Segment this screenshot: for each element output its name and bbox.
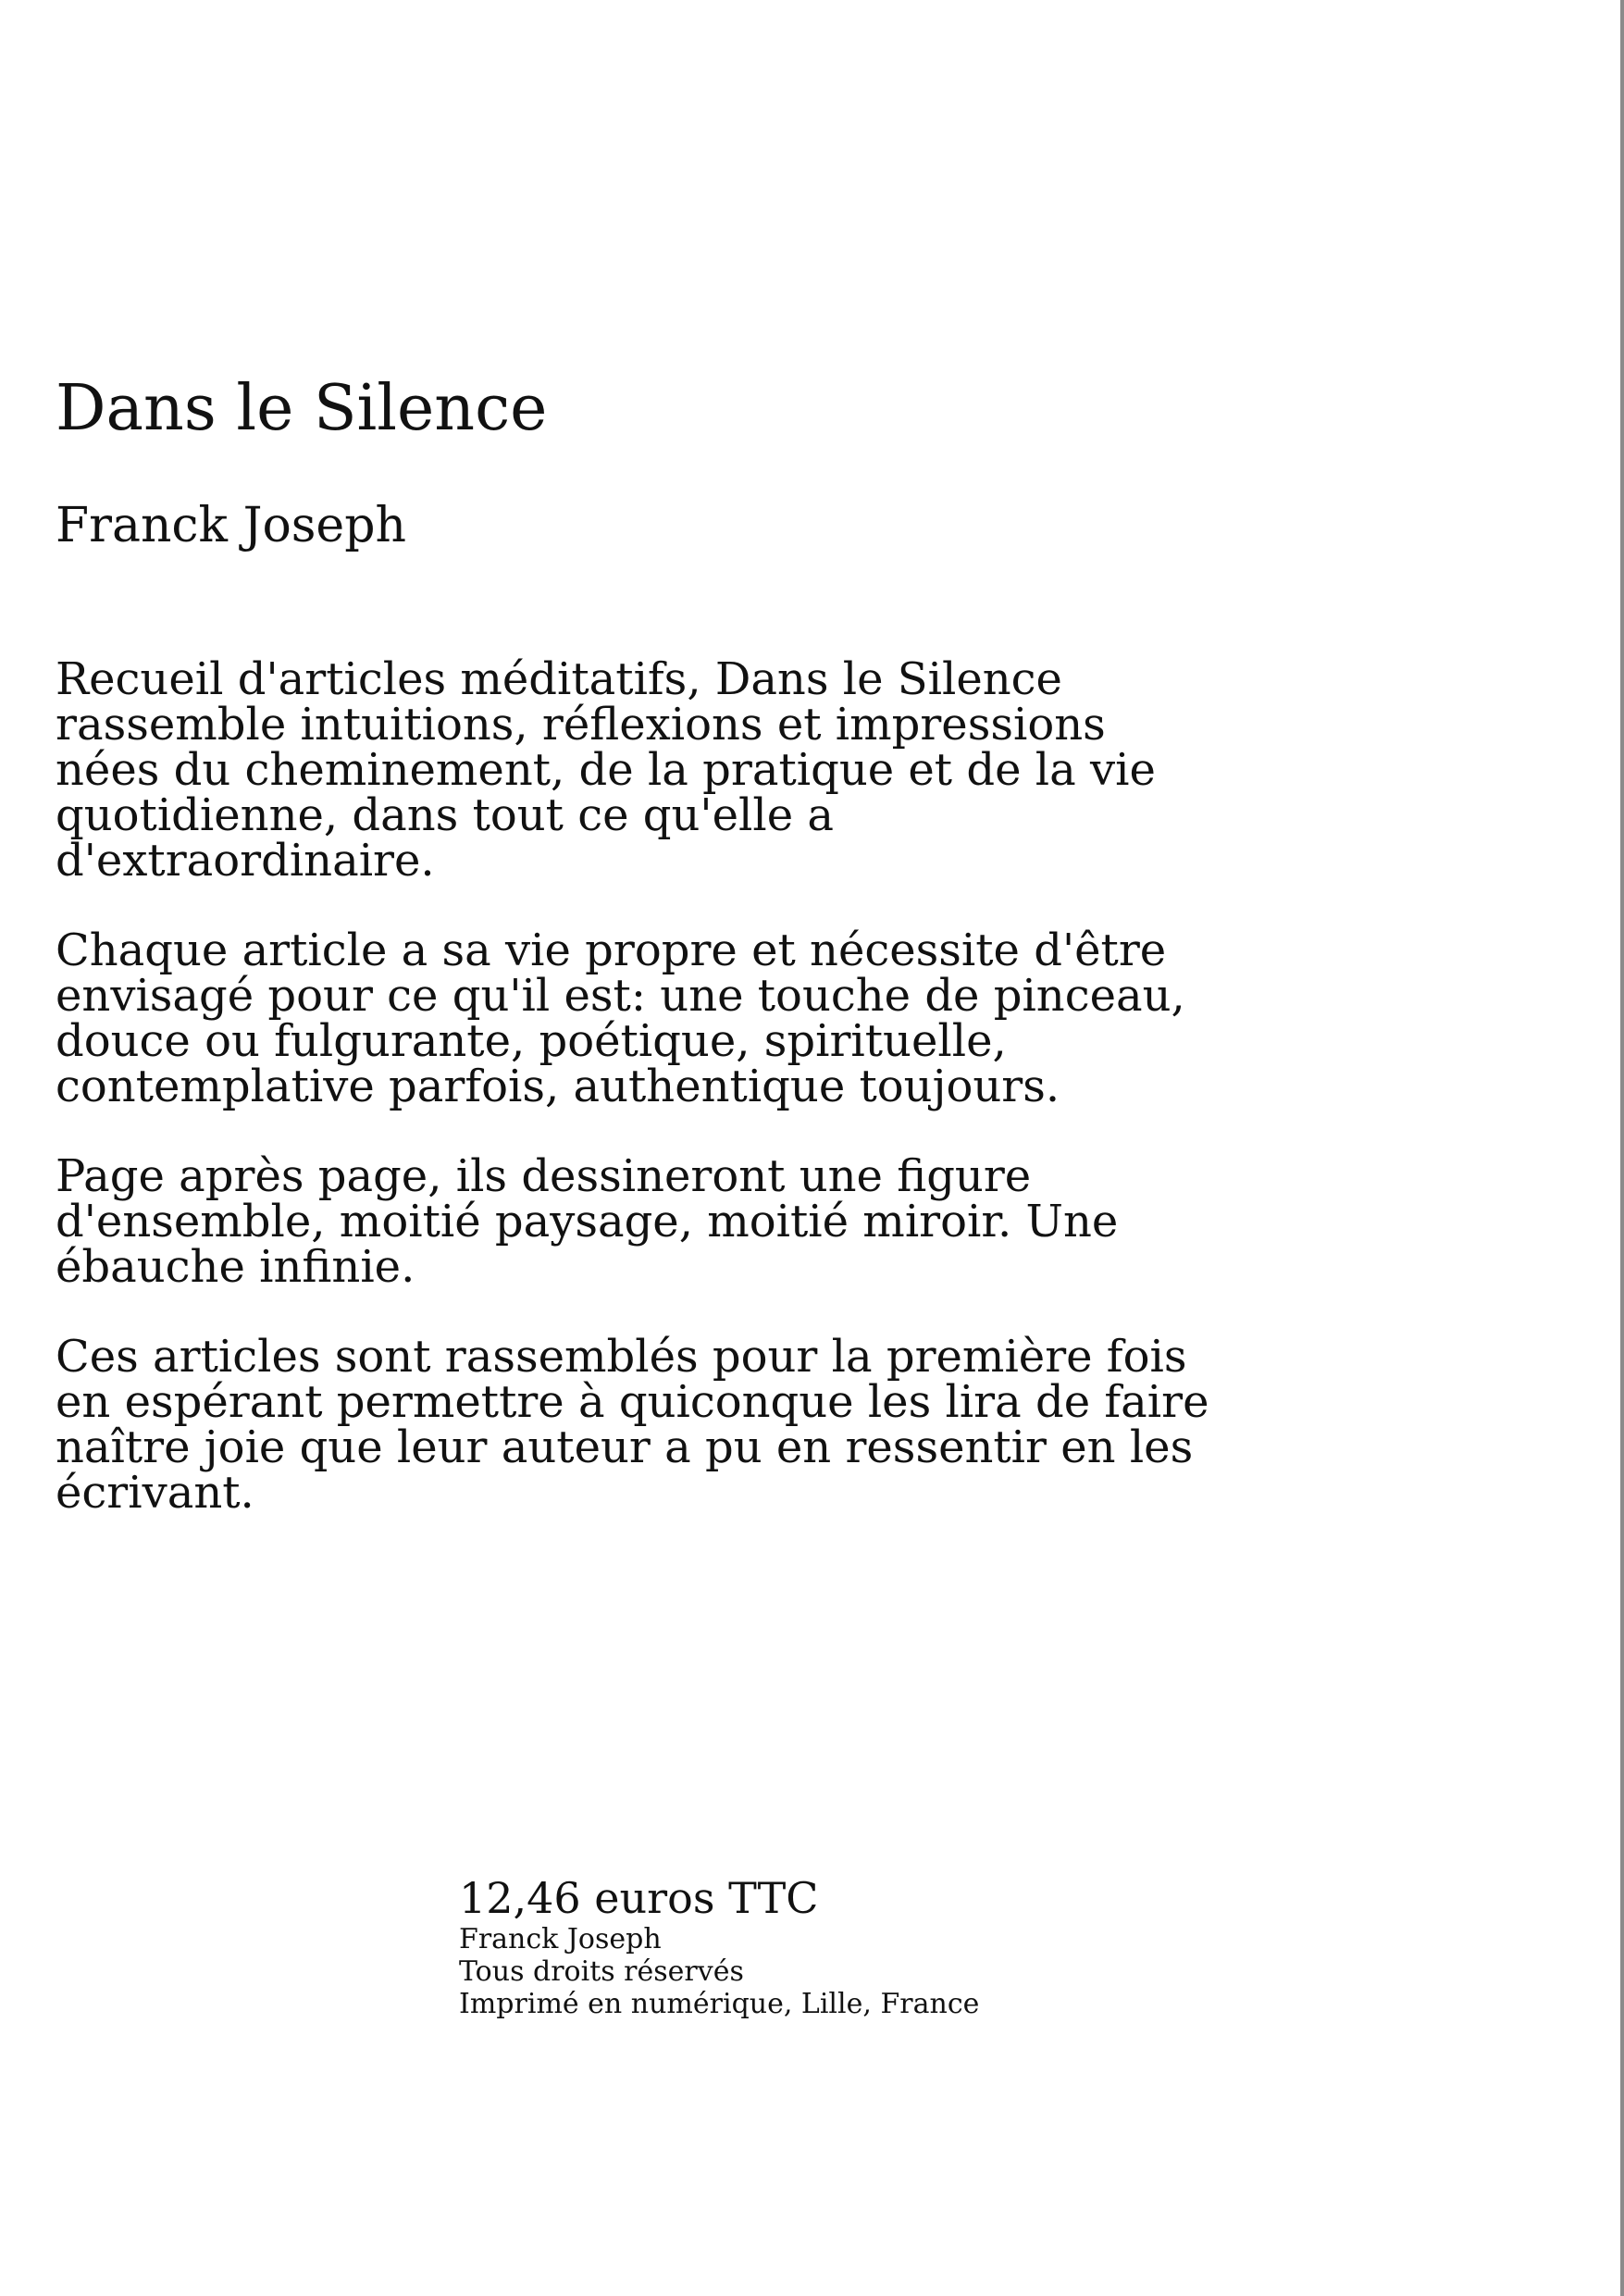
price: 12,46 euros TTC xyxy=(459,1873,819,1923)
blurb-paragraph: Ces articles sont rassemblés pour la première fois en espérant permettre à quiconque les lira de faire naître joie que leur auteur a pu en ressentir en les écrivant. xyxy=(56,1331,1209,1519)
colophon xyxy=(459,1874,1199,2020)
blurb-paragraph: Page après page, ils dessineront une figure d'ensemble, moitié paysage, moitié miroir. Une ébauche infinie. xyxy=(56,1150,1119,1293)
back-cover-blurb xyxy=(56,653,1221,1560)
book-author: Franck Joseph xyxy=(56,498,406,553)
colophon-author: Franck Joseph xyxy=(459,1922,662,1955)
blurb-paragraph: Chaque article a sa vie propre et nécessite d'être envisagé pour ce qu'il est: une touche de pinceau, douce ou fulgurante, poétique, spirituelle, contemplative parfois, authentique toujours. xyxy=(56,925,1185,1112)
colophon-rights: Tous droits réservés xyxy=(459,1955,744,1988)
page-edge-line xyxy=(1620,0,1624,2296)
book-title: Dans le Silence xyxy=(56,372,548,445)
blurb-paragraph: Recueil d'articles méditatifs, Dans le Silence rassemble intuitions, réflexions et impressions nées du cheminement, de la pratique et de la vie quotidienne, dans tout ce qu'elle a d'extraordinaire. xyxy=(56,653,1156,887)
colophon-printing: Imprimé en numérique, Lille, France xyxy=(459,1987,980,2020)
